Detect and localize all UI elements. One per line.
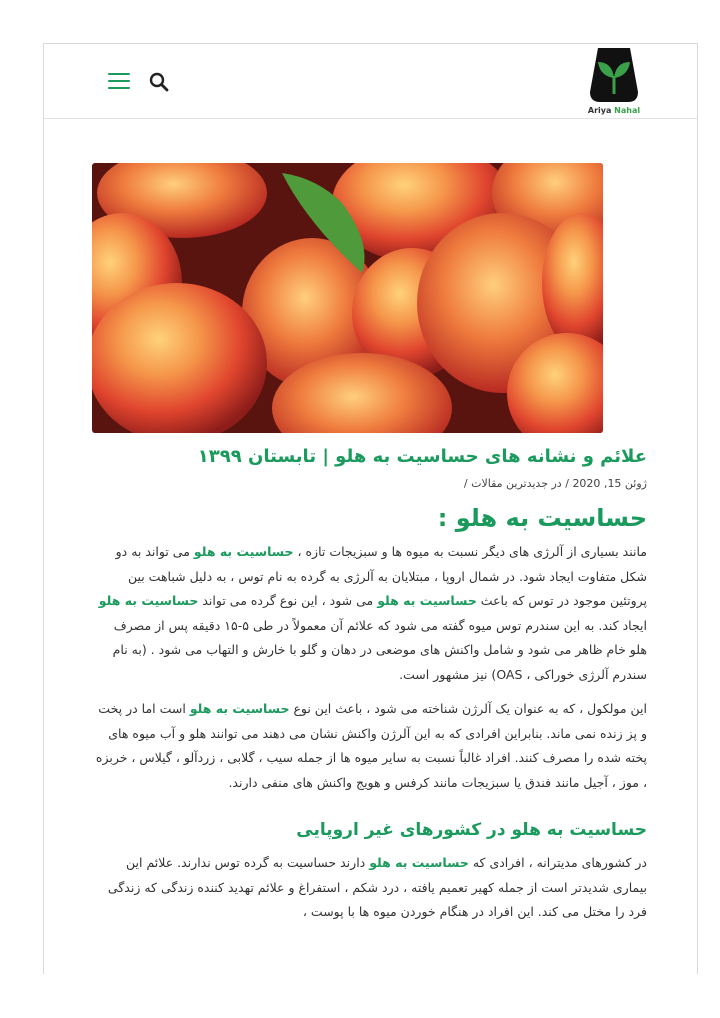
article-heading: حساسیت به هلو :	[437, 504, 647, 532]
meta-category-link[interactable]: در جدیدترین مقالات	[471, 477, 562, 490]
paragraph-text: دارند حساسیت به گرده توس ندارند. علائم این بیماری شدیدتر است از جمله کهیر تعمیم یافته ، درد شکم ، استفراغ و علائم تهدید کننده زندگی که زندگی فرد را مختل می کند. این افراد در هنگام خوردن میوه ها با پوست ،	[107, 855, 647, 919]
paragraph-3	[94, 851, 647, 925]
meta-date: ژوئن 15, 2020	[572, 477, 647, 490]
keyword-highlight: حساسیت به هلو	[369, 855, 469, 870]
article-meta	[94, 476, 647, 492]
paragraph-text: ایجاد کند. به این سندرم توس میوه گفته می شود که علائم آن معمولاً در طی ۵-۱۵ دقیقه پس از مصرف هلو خام ظاهر می شود و شامل واکنش های موضعی در دهان و گلو با خارش و التهاب می شود . (به نام سندرم آلرژی خوراکی ، OAS) نیز مشهور است.	[112, 617, 647, 682]
paragraph-text: می تواند به دو شکل متفاوت ایجاد شود. در شمال اروپا ، مبتلایان به آلرژی به گرده به نام توس ، به دلیل شباهت بین پروتئین موجود در توس که باعث	[115, 544, 647, 608]
keyword-highlight: حساسیت به هلو	[377, 593, 477, 608]
section-heading: حساسیت به هلو در کشورهای غیر اروپایی	[296, 820, 647, 840]
meta-separator: /	[463, 477, 468, 490]
meta-separator: /	[565, 477, 569, 490]
paragraph-1	[94, 540, 647, 687]
page-frame	[43, 43, 698, 974]
paragraph-text: این مولکول ، که به عنوان یک آلرژن شناخته می شود ، باعث این نوع	[289, 701, 647, 716]
logo-sprout-icon	[590, 48, 638, 102]
article-title[interactable]: علائم و نشانه های حساسیت به هلو | تابستان ۱۳۹۹	[197, 446, 647, 467]
article-content	[94, 436, 647, 935]
keyword-highlight: حساسیت به هلو	[193, 544, 294, 559]
keyword-highlight: حساسیت به هلو	[98, 593, 199, 608]
hero-image	[92, 163, 603, 433]
paragraph-2	[94, 697, 647, 795]
paragraph-text: در کشورهای مدیترانه ، افرادی که	[468, 855, 647, 870]
site-logo[interactable]	[586, 48, 642, 114]
paragraph-text: می شود ، این نوع گرده می تواند	[198, 593, 378, 608]
hamburger-menu-icon[interactable]	[108, 73, 130, 91]
paragraph-text: است اما در پخت و پز زنده نمی ماند. بنابراین افرادی که به این آلرژن واکنش نشان می دهند می توانند هلو و آب میوه های پخته شده را مصرف کنند. افراد غالباً نسبت به سایر میوه ها از جمله سیب ، گلابی ، زردآلو ، گیلاس ، خربزه ، موز ، آجیل مانند فندق یا سبزیجات مانند کرفس و هویج واکنش های منفی دارند.	[95, 701, 647, 790]
paragraph-text: مانند بسیاری از آلرژی های دیگر نسبت به میوه ها و سبزیجات تازه ،	[293, 544, 647, 559]
keyword-highlight: حساسیت به هلو	[189, 701, 290, 716]
logo-text: Ariya Nahal	[587, 106, 641, 115]
site-header	[44, 44, 697, 119]
search-icon[interactable]	[148, 71, 170, 93]
